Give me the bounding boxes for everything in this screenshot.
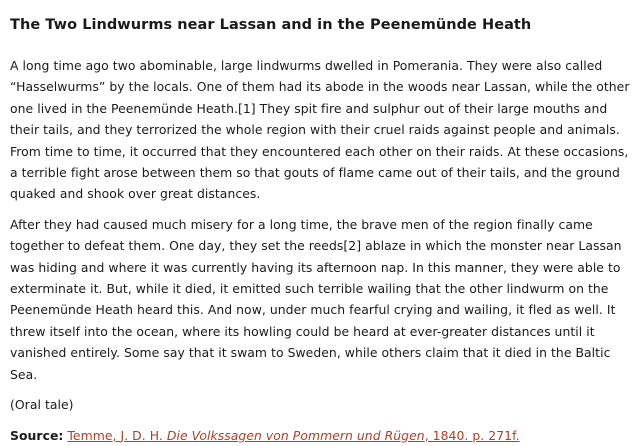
- source-label: Source:: [10, 427, 64, 443]
- source-line: [10, 425, 630, 446]
- article-title: The Two Lindwurms near Lassan and in the Peenemünde Heath: [10, 17, 532, 33]
- paragraph-1: A long time ago two abominable, large lindwurms dwelled in Pomerania. They were also called “Hasselwurms” by the locals. One of them had its abode in the woods near Lassan, while the other one lived in the Peenemünde Heath.[1] They spit fire and sulphur out of their large mouths and their tails, and they terrorized the whole region with their cruel raids against people and animals. From time to time, it occurred that they encountered each other on their raids. At these occasions, a terrible fight arose between them so that gouts of flame came out of their tails, and the ground quaked and shook over great distances.: [10, 58, 630, 202]
- paragraph-2: After they had caused much misery for a long time, the brave men of the region finally came together to defeat them. One day, they set the reeds[2] ablaze in which the monster near Lassan was hiding and where it was currently having its afternoon nap. In this manner, they were able to exterminate it. But, while it died, it emitted such terrible wailing that the other lindwurm on the Peenemünde Heath heard this. And now, under much fearful crying and wailing, it fled as well. It threw itself into the ocean, where its howling could be heard at ever-greater distances until it vanished entirely. Some say that it swam to Sweden, while others claim that it died in the Baltic Sea.: [10, 216, 622, 382]
- source-details: , 1840. p. 271f.: [424, 427, 520, 443]
- oral-tale-note: (Oral tale): [10, 397, 74, 413]
- source-link[interactable]: [67, 428, 519, 443]
- source-author: Temme, J. D. H.: [67, 427, 167, 443]
- source-book-title: Die Volkssagen von Pommern und Rügen: [166, 427, 425, 443]
